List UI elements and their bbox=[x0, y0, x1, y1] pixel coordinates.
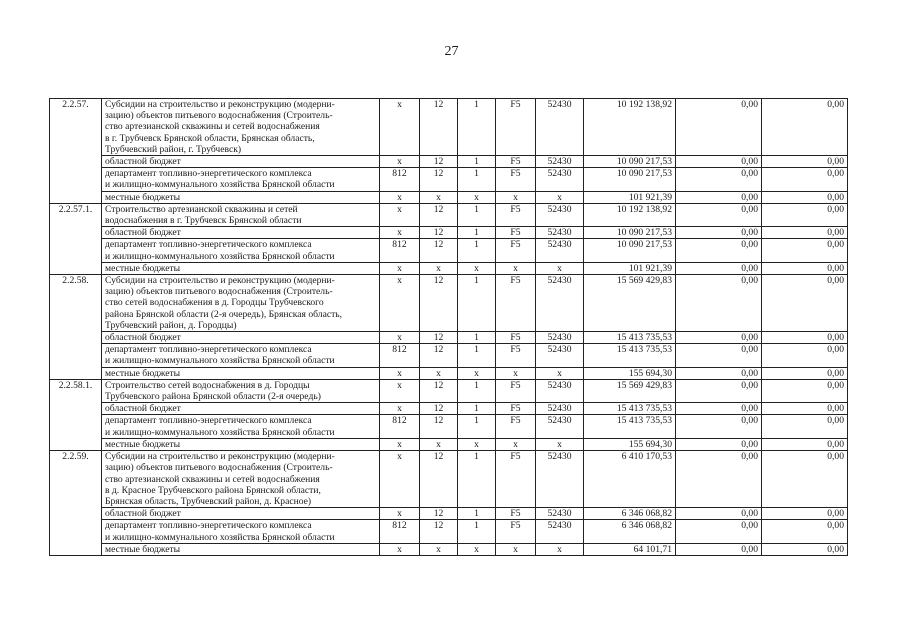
project-code-cell: x bbox=[496, 543, 536, 555]
subsection-cell: 1 bbox=[458, 227, 496, 239]
item-number-cell: 2.2.58. bbox=[50, 275, 102, 380]
target-article-cell: 52430 bbox=[536, 203, 584, 226]
section-cell: 12 bbox=[420, 403, 458, 415]
subsection-cell: 1 bbox=[458, 344, 496, 367]
table-row bbox=[50, 239, 848, 262]
amount-year2-cell: 0,00 bbox=[676, 99, 762, 156]
amount-year1-cell: 101 921,39 bbox=[584, 191, 676, 203]
amount-year1-cell: 10 192 138,92 bbox=[584, 203, 676, 226]
amount-year1-cell: 6 346 068,82 bbox=[584, 508, 676, 520]
subsection-cell: x bbox=[458, 367, 496, 379]
amount-year2-cell: 0,00 bbox=[676, 191, 762, 203]
grbs-cell: 812 bbox=[380, 344, 420, 367]
project-code-cell: x bbox=[496, 262, 536, 274]
amount-year3-cell: 0,00 bbox=[762, 520, 848, 543]
grbs-cell: x bbox=[380, 99, 420, 156]
grbs-cell: x bbox=[380, 275, 420, 332]
target-article-cell: x bbox=[536, 543, 584, 555]
amount-year2-cell: 0,00 bbox=[676, 168, 762, 191]
target-article-cell: x bbox=[536, 438, 584, 450]
subsection-cell: x bbox=[458, 543, 496, 555]
amount-year3-cell: 0,00 bbox=[762, 99, 848, 156]
item-name-cell: местные бюджеты bbox=[102, 543, 380, 555]
grbs-cell: x bbox=[380, 367, 420, 379]
target-article-cell: 52430 bbox=[536, 379, 584, 402]
amount-year3-cell: 0,00 bbox=[762, 168, 848, 191]
section-cell: 12 bbox=[420, 203, 458, 226]
target-article-cell: 52430 bbox=[536, 99, 584, 156]
table-row bbox=[50, 99, 848, 156]
table-row bbox=[50, 227, 848, 239]
amount-year2-cell: 0,00 bbox=[676, 227, 762, 239]
table-row bbox=[50, 379, 848, 402]
table-row bbox=[50, 262, 848, 274]
project-code-cell: x bbox=[496, 438, 536, 450]
target-article-cell: 52430 bbox=[536, 227, 584, 239]
subsection-cell: 1 bbox=[458, 415, 496, 438]
target-article-cell: x bbox=[536, 191, 584, 203]
table-row bbox=[50, 168, 848, 191]
amount-year3-cell: 0,00 bbox=[762, 332, 848, 344]
grbs-cell: x bbox=[380, 379, 420, 402]
table-row bbox=[50, 156, 848, 168]
project-code-cell: F5 bbox=[496, 379, 536, 402]
section-cell: 12 bbox=[420, 227, 458, 239]
grbs-cell: x bbox=[380, 508, 420, 520]
item-name-cell: местные бюджеты bbox=[102, 262, 380, 274]
item-name-cell: областной бюджет bbox=[102, 227, 380, 239]
amount-year3-cell: 0,00 bbox=[762, 275, 848, 332]
grbs-cell: 812 bbox=[380, 239, 420, 262]
section-cell: 12 bbox=[420, 520, 458, 543]
target-article-cell: 52430 bbox=[536, 403, 584, 415]
item-name-cell: департамент топливно-энергетического комплекса и жилищно-коммунального хозяйства Брянской области bbox=[102, 344, 380, 367]
subsection-cell: 1 bbox=[458, 156, 496, 168]
amount-year2-cell: 0,00 bbox=[676, 239, 762, 262]
amount-year1-cell: 15 413 735,53 bbox=[584, 344, 676, 367]
amount-year1-cell: 10 090 217,53 bbox=[584, 168, 676, 191]
amount-year1-cell: 15 413 735,53 bbox=[584, 332, 676, 344]
grbs-cell: 812 bbox=[380, 168, 420, 191]
amount-year3-cell: 0,00 bbox=[762, 367, 848, 379]
subsection-cell: 1 bbox=[458, 520, 496, 543]
item-name-cell: областной бюджет bbox=[102, 403, 380, 415]
table-row bbox=[50, 332, 848, 344]
section-cell: 12 bbox=[420, 379, 458, 402]
amount-year2-cell: 0,00 bbox=[676, 438, 762, 450]
grbs-cell: x bbox=[380, 438, 420, 450]
amount-year2-cell: 0,00 bbox=[676, 379, 762, 402]
section-cell: 12 bbox=[420, 415, 458, 438]
budget-table bbox=[49, 98, 848, 556]
target-article-cell: 52430 bbox=[536, 275, 584, 332]
subsection-cell: 1 bbox=[458, 99, 496, 156]
target-article-cell: 52430 bbox=[536, 415, 584, 438]
section-cell: 12 bbox=[420, 451, 458, 508]
subsection-cell: 1 bbox=[458, 203, 496, 226]
table-row bbox=[50, 203, 848, 226]
item-name-cell: Субсидии на строительство и реконструкцию (модерни- зацию) объектов питьевого водоснабжения (Строитель- ство артезианской скважины и сетей водоснабжения в д. Красное Трубчевского района Брянской области, Брянская область, Трубчевский район, д. Красное) bbox=[102, 451, 380, 508]
project-code-cell: F5 bbox=[496, 239, 536, 262]
grbs-cell: x bbox=[380, 451, 420, 508]
amount-year1-cell: 101 921,39 bbox=[584, 262, 676, 274]
item-name-cell: Субсидии на строительство и реконструкцию (модерни- зацию) объектов питьевого водоснабжения (Строитель- ство артезианской скважины и сетей водоснабжения в г. Трубчевск Брянской области, Брянская область, Трубчевский район, г. Трубчевск) bbox=[102, 99, 380, 156]
subsection-cell: x bbox=[458, 262, 496, 274]
amount-year3-cell: 0,00 bbox=[762, 451, 848, 508]
grbs-cell: x bbox=[380, 262, 420, 274]
item-name-cell: местные бюджеты bbox=[102, 191, 380, 203]
amount-year3-cell: 0,00 bbox=[762, 508, 848, 520]
amount-year3-cell: 0,00 bbox=[762, 156, 848, 168]
amount-year2-cell: 0,00 bbox=[676, 508, 762, 520]
amount-year2-cell: 0,00 bbox=[676, 415, 762, 438]
amount-year2-cell: 0,00 bbox=[676, 332, 762, 344]
project-code-cell: F5 bbox=[496, 99, 536, 156]
amount-year2-cell: 0,00 bbox=[676, 203, 762, 226]
item-name-cell: департамент топливно-энергетического комплекса и жилищно-коммунального хозяйства Брянской области bbox=[102, 415, 380, 438]
subsection-cell: 1 bbox=[458, 332, 496, 344]
target-article-cell: 52430 bbox=[536, 239, 584, 262]
amount-year1-cell: 15 569 429,83 bbox=[584, 275, 676, 332]
amount-year1-cell: 155 694,30 bbox=[584, 438, 676, 450]
amount-year3-cell: 0,00 bbox=[762, 203, 848, 226]
amount-year2-cell: 0,00 bbox=[676, 451, 762, 508]
target-article-cell: 52430 bbox=[536, 332, 584, 344]
amount-year2-cell: 0,00 bbox=[676, 403, 762, 415]
project-code-cell: x bbox=[496, 191, 536, 203]
grbs-cell: x bbox=[380, 543, 420, 555]
subsection-cell: 1 bbox=[458, 508, 496, 520]
amount-year1-cell: 10 192 138,92 bbox=[584, 99, 676, 156]
section-cell: x bbox=[420, 191, 458, 203]
amount-year1-cell: 10 090 217,53 bbox=[584, 227, 676, 239]
target-article-cell: x bbox=[536, 262, 584, 274]
page-number: 27 bbox=[444, 44, 459, 59]
amount-year3-cell: 0,00 bbox=[762, 438, 848, 450]
section-cell: 12 bbox=[420, 239, 458, 262]
amount-year1-cell: 15 569 429,83 bbox=[584, 379, 676, 402]
target-article-cell: 52430 bbox=[536, 344, 584, 367]
amount-year2-cell: 0,00 bbox=[676, 262, 762, 274]
item-name-cell: Строительство артезианской скважины и сетей водоснабжения в г. Трубчевск Брянской области bbox=[102, 203, 380, 226]
section-cell: x bbox=[420, 262, 458, 274]
project-code-cell: F5 bbox=[496, 203, 536, 226]
project-code-cell: F5 bbox=[496, 403, 536, 415]
amount-year2-cell: 0,00 bbox=[676, 344, 762, 367]
project-code-cell: F5 bbox=[496, 415, 536, 438]
grbs-cell: x bbox=[380, 227, 420, 239]
project-code-cell: F5 bbox=[496, 168, 536, 191]
subsection-cell: 1 bbox=[458, 239, 496, 262]
amount-year3-cell: 0,00 bbox=[762, 227, 848, 239]
grbs-cell: x bbox=[380, 332, 420, 344]
amount-year1-cell: 6 346 068,82 bbox=[584, 520, 676, 543]
target-article-cell: 52430 bbox=[536, 168, 584, 191]
project-code-cell: F5 bbox=[496, 344, 536, 367]
table-row bbox=[50, 367, 848, 379]
amount-year3-cell: 0,00 bbox=[762, 415, 848, 438]
item-number-cell: 2.2.57. bbox=[50, 99, 102, 204]
grbs-cell: x bbox=[380, 156, 420, 168]
item-name-cell: областной бюджет bbox=[102, 156, 380, 168]
amount-year3-cell: 0,00 bbox=[762, 344, 848, 367]
table-row bbox=[50, 275, 848, 332]
grbs-cell: 812 bbox=[380, 415, 420, 438]
amount-year1-cell: 155 694,30 bbox=[584, 367, 676, 379]
project-code-cell: F5 bbox=[496, 227, 536, 239]
section-cell: x bbox=[420, 367, 458, 379]
target-article-cell: x bbox=[536, 367, 584, 379]
table-row bbox=[50, 415, 848, 438]
item-name-cell: Субсидии на строительство и реконструкцию (модерни- зацию) объектов питьевого водоснабжения (Строитель- ство сетей водоснабжения в д. Городцы Трубчевского района Брянской области (2-я очередь), Брянская область, Трубчевский район, д. Городцы) bbox=[102, 275, 380, 332]
item-name-cell: местные бюджеты bbox=[102, 367, 380, 379]
target-article-cell: 52430 bbox=[536, 451, 584, 508]
amount-year3-cell: 0,00 bbox=[762, 403, 848, 415]
item-name-cell: местные бюджеты bbox=[102, 438, 380, 450]
amount-year3-cell: 0,00 bbox=[762, 239, 848, 262]
table-row bbox=[50, 451, 848, 508]
amount-year1-cell: 15 413 735,53 bbox=[584, 415, 676, 438]
project-code-cell: F5 bbox=[496, 332, 536, 344]
subsection-cell: 1 bbox=[458, 168, 496, 191]
table-row bbox=[50, 403, 848, 415]
grbs-cell: x bbox=[380, 403, 420, 415]
subsection-cell: x bbox=[458, 191, 496, 203]
table-row bbox=[50, 508, 848, 520]
subsection-cell: 1 bbox=[458, 379, 496, 402]
section-cell: 12 bbox=[420, 344, 458, 367]
subsection-cell: 1 bbox=[458, 451, 496, 508]
item-name-cell: департамент топливно-энергетического комплекса и жилищно-коммунального хозяйства Брянской области bbox=[102, 168, 380, 191]
amount-year2-cell: 0,00 bbox=[676, 543, 762, 555]
table-row bbox=[50, 543, 848, 555]
grbs-cell: 812 bbox=[380, 520, 420, 543]
item-name-cell: Строительство сетей водоснабжения в д. Городцы Трубчевского района Брянской области (2-я очередь) bbox=[102, 379, 380, 402]
amount-year2-cell: 0,00 bbox=[676, 367, 762, 379]
amount-year3-cell: 0,00 bbox=[762, 543, 848, 555]
item-number-cell: 2.2.57.1. bbox=[50, 203, 102, 274]
project-code-cell: F5 bbox=[496, 520, 536, 543]
grbs-cell: x bbox=[380, 191, 420, 203]
target-article-cell: 52430 bbox=[536, 508, 584, 520]
subsection-cell: 1 bbox=[458, 275, 496, 332]
amount-year3-cell: 0,00 bbox=[762, 379, 848, 402]
amount-year2-cell: 0,00 bbox=[676, 520, 762, 543]
amount-year3-cell: 0,00 bbox=[762, 262, 848, 274]
section-cell: x bbox=[420, 438, 458, 450]
item-number-cell: 2.2.58.1. bbox=[50, 379, 102, 450]
project-code-cell: F5 bbox=[496, 275, 536, 332]
table-row bbox=[50, 520, 848, 543]
table-row bbox=[50, 191, 848, 203]
section-cell: 12 bbox=[420, 99, 458, 156]
project-code-cell: F5 bbox=[496, 451, 536, 508]
amount-year3-cell: 0,00 bbox=[762, 191, 848, 203]
item-number-cell: 2.2.59. bbox=[50, 451, 102, 556]
item-name-cell: департамент топливно-энергетического комплекса и жилищно-коммунального хозяйства Брянской области bbox=[102, 239, 380, 262]
amount-year1-cell: 6 410 170,53 bbox=[584, 451, 676, 508]
item-name-cell: областной бюджет bbox=[102, 508, 380, 520]
project-code-cell: F5 bbox=[496, 156, 536, 168]
item-name-cell: областной бюджет bbox=[102, 332, 380, 344]
target-article-cell: 52430 bbox=[536, 520, 584, 543]
subsection-cell: 1 bbox=[458, 403, 496, 415]
section-cell: 12 bbox=[420, 332, 458, 344]
project-code-cell: x bbox=[496, 367, 536, 379]
project-code-cell: F5 bbox=[496, 508, 536, 520]
table-row bbox=[50, 344, 848, 367]
target-article-cell: 52430 bbox=[536, 156, 584, 168]
grbs-cell: x bbox=[380, 203, 420, 226]
section-cell: 12 bbox=[420, 156, 458, 168]
section-cell: x bbox=[420, 543, 458, 555]
subsection-cell: x bbox=[458, 438, 496, 450]
section-cell: 12 bbox=[420, 508, 458, 520]
amount-year1-cell: 64 101,71 bbox=[584, 543, 676, 555]
section-cell: 12 bbox=[420, 275, 458, 332]
amount-year2-cell: 0,00 bbox=[676, 275, 762, 332]
amount-year1-cell: 15 413 735,53 bbox=[584, 403, 676, 415]
amount-year2-cell: 0,00 bbox=[676, 156, 762, 168]
amount-year1-cell: 10 090 217,53 bbox=[584, 156, 676, 168]
item-name-cell: департамент топливно-энергетического комплекса и жилищно-коммунального хозяйства Брянской области bbox=[102, 520, 380, 543]
section-cell: 12 bbox=[420, 168, 458, 191]
table-row bbox=[50, 438, 848, 450]
amount-year1-cell: 10 090 217,53 bbox=[584, 239, 676, 262]
